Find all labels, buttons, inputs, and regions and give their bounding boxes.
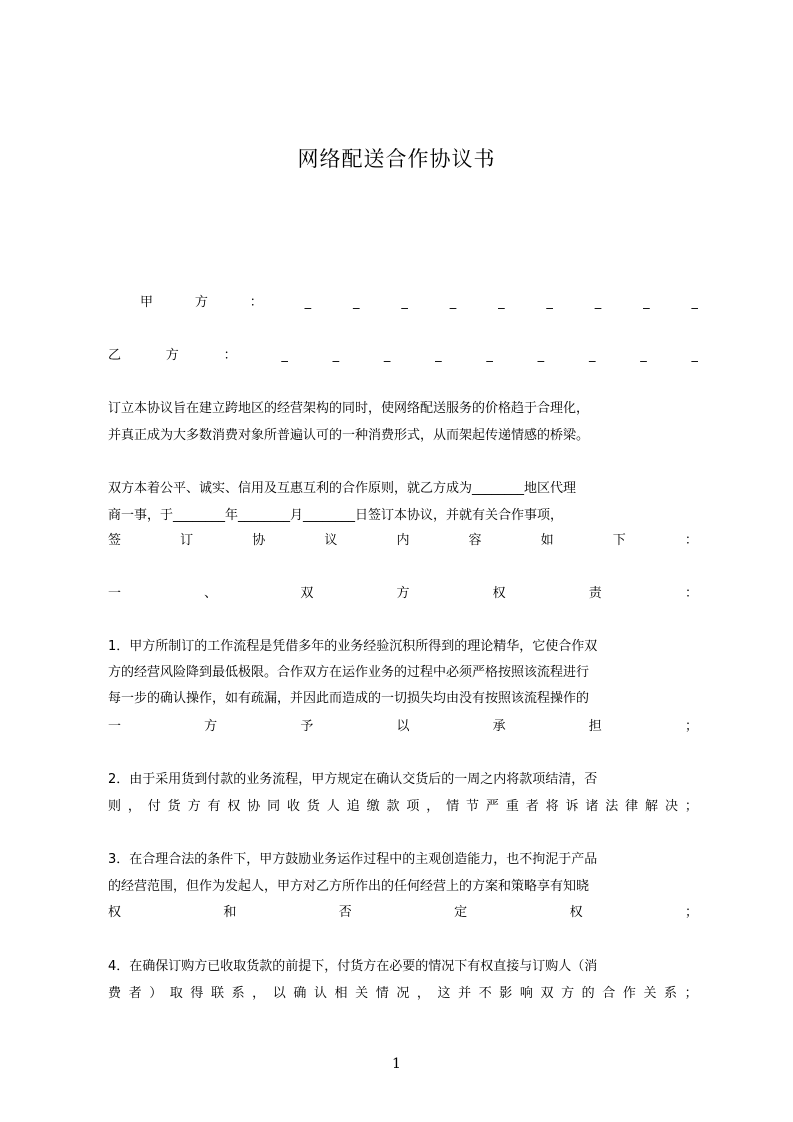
- justified-char: _: [588, 348, 596, 363]
- justified-char: 情: [375, 986, 389, 1001]
- justified-char: 权: [227, 799, 241, 814]
- justified-char: ：: [223, 348, 237, 363]
- justified-char: ，: [416, 986, 430, 1001]
- justified-char: 情: [446, 799, 460, 814]
- justified-char: 作: [622, 986, 636, 1001]
- justified-char: 议: [324, 533, 338, 548]
- justified-char: 责: [588, 586, 602, 601]
- clause-4-line-1: 4．在确保订购方已收取货款的前提下，付货方在必要的情况下有权直接与订购人（消: [108, 959, 598, 974]
- justified-char: 方: [194, 295, 208, 310]
- justified-char: 诸: [585, 799, 599, 814]
- justified-char: 货: [167, 799, 181, 814]
- document-title: 网络配送合作协议书: [297, 147, 496, 171]
- justified-char: 有: [207, 799, 221, 814]
- justified-char: 将: [545, 799, 559, 814]
- clause-1-line-4: [108, 718, 698, 736]
- justified-char: 影: [499, 986, 513, 1001]
- justified-char: 内: [396, 533, 410, 548]
- justified-char: 权: [108, 905, 122, 920]
- justified-char: ，: [252, 986, 266, 1001]
- justified-char: _: [449, 295, 457, 310]
- justified-char: 诉: [565, 799, 579, 814]
- justified-char: 费: [108, 986, 122, 1001]
- party-b-line: [108, 347, 698, 365]
- justified-char: 、: [204, 586, 218, 601]
- justified-char: 关: [643, 986, 657, 1001]
- clause-3-line-2: 的经营范围，但作为发起人，甲方对乙方所作出的任何经营上的方案和策略享有知晓: [108, 879, 590, 894]
- justified-char: 方: [187, 799, 201, 814]
- justified-char: ；: [684, 905, 698, 920]
- justified-char: 不: [478, 986, 492, 1001]
- justified-char: 重: [505, 799, 519, 814]
- justified-char: 双: [540, 986, 554, 1001]
- justified-char: 相: [334, 986, 348, 1001]
- clause-3-line-1: 3．在合理合法的条件下，甲方鼓励业务运作过程中的主观创造能力，也不拘泥于产品: [108, 852, 598, 867]
- justified-char: 以: [272, 986, 286, 1001]
- justified-char: 双: [300, 586, 314, 601]
- clause-4-line-2: [108, 985, 698, 1003]
- justified-char: 一: [108, 719, 122, 734]
- justified-char: _: [537, 348, 545, 363]
- justified-char: _: [691, 295, 698, 310]
- page-number: 1: [392, 1056, 401, 1072]
- justified-char: 系: [664, 986, 678, 1001]
- justified-char: 以: [396, 719, 410, 734]
- justified-char: 权: [569, 905, 583, 920]
- justified-char: 协: [252, 533, 266, 548]
- principle-line-1: 双方本着公平、诚实、信用及互惠互利的合作原则，就乙方成为________地区代理: [108, 481, 577, 496]
- justified-char: 联: [210, 986, 224, 1001]
- justified-char: 方: [396, 586, 410, 601]
- justified-char: 的: [581, 986, 595, 1001]
- justified-char: _: [594, 295, 602, 310]
- justified-char: 容: [468, 533, 482, 548]
- justified-char: 予: [300, 719, 314, 734]
- justified-char: _: [498, 295, 505, 310]
- justified-char: 担: [588, 719, 602, 734]
- justified-char: 下: [612, 533, 626, 548]
- justified-char: _: [332, 348, 340, 363]
- justified-char: 一: [108, 586, 122, 601]
- justified-char: 得: [190, 986, 204, 1001]
- justified-char: _: [640, 348, 647, 363]
- justified-char: 严: [485, 799, 499, 814]
- justified-char: ；: [684, 719, 698, 734]
- justified-char: 者: [128, 986, 142, 1001]
- justified-char: 付: [147, 799, 161, 814]
- party-a-line: [140, 294, 698, 312]
- justified-char: _: [691, 348, 698, 363]
- justified-char: _: [643, 295, 650, 310]
- justified-char: _: [486, 348, 493, 363]
- justified-char: 认: [313, 986, 327, 1001]
- justified-char: ，: [426, 799, 440, 814]
- justified-char: 方: [204, 719, 218, 734]
- clause-1-line-1: 1．甲方所制订的工作流程是凭借多年的业务经验沉积所得到的理论精华，它使合作双: [108, 639, 598, 654]
- justified-char: 定: [454, 905, 468, 920]
- justified-char: 则: [108, 799, 122, 814]
- justified-char: 协: [247, 799, 261, 814]
- justified-char: _: [304, 295, 312, 310]
- justified-char: ；: [684, 986, 698, 1001]
- justified-char: _: [546, 295, 553, 310]
- justified-char: _: [435, 348, 442, 363]
- justified-char: ）: [149, 986, 163, 1001]
- justified-char: 和: [223, 905, 237, 920]
- justified-char: 项: [406, 799, 420, 814]
- justified-char: 况: [396, 986, 410, 1001]
- justified-char: ；: [684, 799, 698, 814]
- justified-char: 签: [108, 533, 122, 548]
- clause-2-line-2: [108, 798, 698, 816]
- justified-char: ，: [127, 799, 141, 814]
- clause-3-line-3: [108, 904, 698, 922]
- justified-char: 权: [492, 586, 506, 601]
- justified-char: 否: [338, 905, 352, 920]
- justified-char: 款: [386, 799, 400, 814]
- justified-char: 货: [306, 799, 320, 814]
- clause-2-line-1: 2．由于采用货到付款的业务流程，甲方规定在确认交货后的一周之内将款项结清，否: [108, 772, 598, 787]
- justified-char: 确: [293, 986, 307, 1001]
- justified-char: 这: [437, 986, 451, 1001]
- justified-char: _: [383, 348, 391, 363]
- justified-char: 响: [519, 986, 533, 1001]
- intro-line-1: 订立本协议旨在建立跨地区的经营架构的同时，使网络配送服务的价格趋于合理化，: [108, 401, 590, 416]
- intro-line-2: 并真正成为大多数消费对象所普遍认可的一种消费形式，从而架起传递情感的桥梁。: [108, 428, 590, 443]
- justified-char: 方: [561, 986, 575, 1001]
- justified-char: 节: [466, 799, 480, 814]
- justified-char: 取: [169, 986, 183, 1001]
- principle-line-2: 商一事，于________年________月________日签订本协议，并就有关合作事项，: [108, 508, 564, 523]
- justified-char: 解: [645, 799, 659, 814]
- justified-char: 如: [540, 533, 554, 548]
- justified-char: 系: [231, 986, 245, 1001]
- justified-char: 缴: [366, 799, 380, 814]
- section-heading-rights: [108, 585, 698, 603]
- justified-char: _: [352, 295, 360, 310]
- justified-char: 律: [625, 799, 639, 814]
- justified-char: 甲: [140, 295, 154, 310]
- justified-char: ：: [684, 586, 698, 601]
- justified-char: 并: [458, 986, 472, 1001]
- justified-char: 订: [180, 533, 194, 548]
- justified-char: 乙: [108, 348, 122, 363]
- justified-char: 追: [346, 799, 360, 814]
- principle-line-3: [108, 532, 698, 550]
- justified-char: 决: [664, 799, 678, 814]
- clause-1-line-3: 每一步的确认操作，如有疏漏，并因此而造成的一切损失均由没有按照该流程操作的: [108, 691, 590, 706]
- justified-char: ：: [249, 295, 263, 310]
- justified-char: _: [281, 348, 288, 363]
- justified-char: 收: [287, 799, 301, 814]
- justified-char: 法: [605, 799, 619, 814]
- clause-1-line-2: 方的经营风险降到最低极限。合作双方在运作业务的过程中必须严格按照该流程进行: [108, 665, 590, 680]
- justified-char: 同: [267, 799, 281, 814]
- justified-char: 者: [525, 799, 539, 814]
- justified-char: 方: [165, 348, 179, 363]
- justified-char: 人: [326, 799, 340, 814]
- justified-char: 承: [492, 719, 506, 734]
- justified-char: 关: [355, 986, 369, 1001]
- justified-char: ：: [684, 533, 698, 548]
- justified-char: _: [401, 295, 408, 310]
- justified-char: 合: [602, 986, 616, 1001]
